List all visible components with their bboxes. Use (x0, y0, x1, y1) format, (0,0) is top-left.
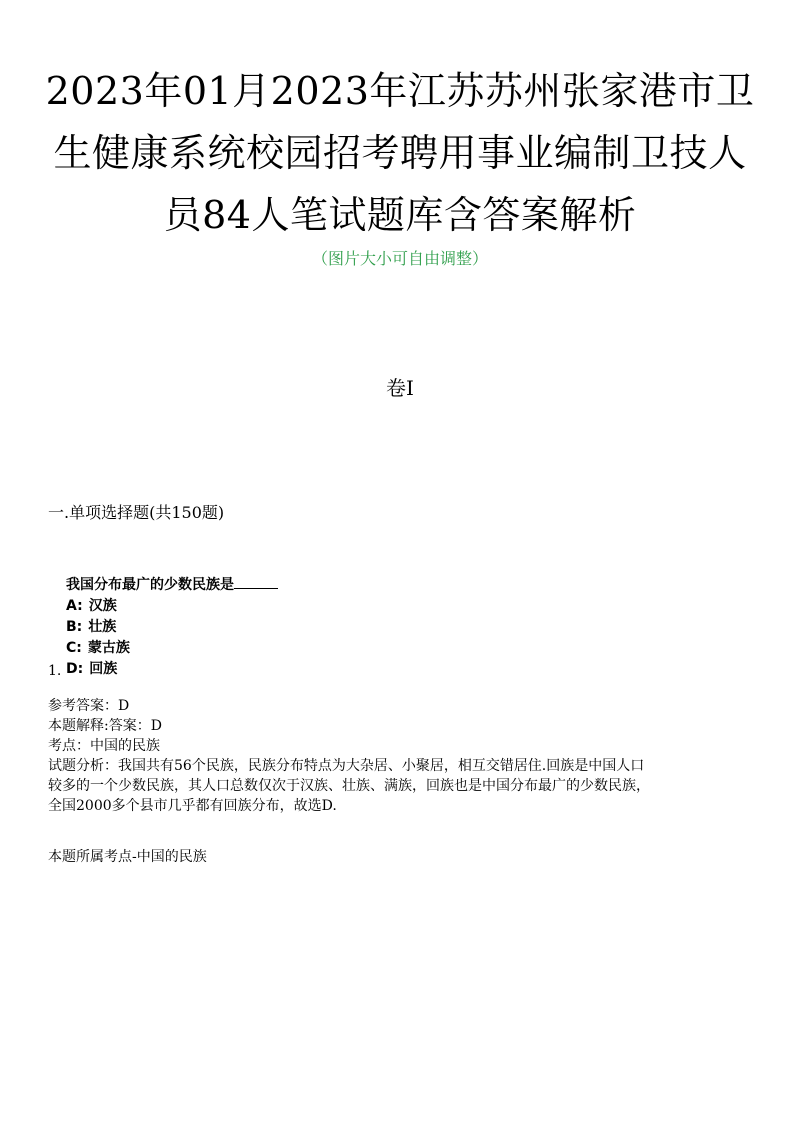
reference-answer: 参考答案：D (48, 698, 130, 714)
analysis-line-2: 较多的一个少数民族，其人口总数仅次于汉族、壮族、满族，回族也是中国分布最广的少数民族， (48, 778, 650, 794)
section-heading: 一.单项选择题(共150题) (48, 503, 225, 522)
option-text: 汉族 (88, 598, 117, 614)
option-text: 回族 (89, 661, 118, 677)
question-number: 1. (48, 663, 62, 679)
analysis-line-3: 全国2000多个县市几乎都有回族分布，故选D. (48, 798, 337, 814)
option-text: 壮族 (88, 619, 117, 635)
option-letter: C: (66, 640, 82, 656)
title-line-1: 2023年01月2023年江苏苏州张家港市卫 (45, 69, 755, 113)
answer-blank (234, 576, 278, 589)
answer-analysis (48, 696, 758, 816)
explanation: 本题解释:答案：D (48, 718, 162, 734)
document-title (40, 60, 760, 246)
option-a (66, 596, 278, 617)
volume-label: 卷I (386, 376, 414, 400)
option-d (66, 659, 278, 680)
knowledge-point: 本题所属考点-中国的民族 (48, 849, 207, 865)
option-c (66, 638, 278, 659)
question-image (66, 575, 278, 680)
option-letter: B: (66, 619, 83, 635)
option-text: 蒙古族 (87, 640, 130, 656)
knowledge: 考点：中国的民族 (48, 738, 160, 754)
title-line-3: 员84人笔试题库含答案解析 (163, 193, 637, 237)
image-resize-note: （图片大小可自由调整） (311, 249, 488, 268)
title-line-2: 生健康系统校园招考聘用事业编制卫技人 (53, 131, 747, 175)
option-letter: A: (66, 598, 83, 614)
option-letter: D: (66, 661, 84, 677)
option-b (66, 617, 278, 638)
question-stem (66, 575, 278, 596)
analysis-line-1: 试题分析：我国共有56个民族，民族分布特点为大杂居、小聚居，相互交错居住.回族是中国人口 (48, 758, 645, 774)
question-stem-text: 我国分布最广的少数民族是 (66, 577, 234, 593)
